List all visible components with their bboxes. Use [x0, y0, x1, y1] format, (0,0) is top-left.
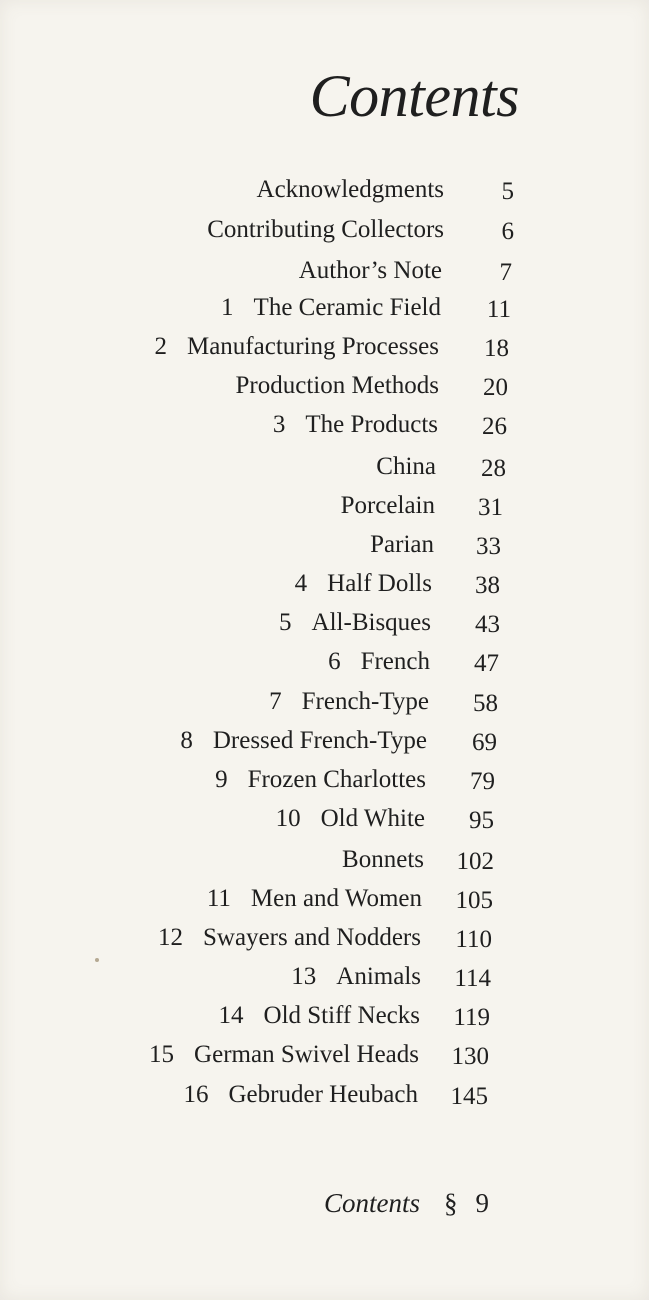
entry-label: German Swivel Heads [194, 1041, 419, 1068]
entry-label: China [376, 453, 436, 480]
chapter-number: 8 [180, 727, 193, 754]
page-number: 20 [483, 374, 508, 401]
chapter-number: 14 [218, 1002, 244, 1029]
chapter-number: 3 [272, 411, 286, 438]
entry-label: Old White [320, 805, 425, 832]
entry-label: Dressed French-Type [212, 727, 427, 754]
toc-entry-title [273, 407, 438, 443]
toc-entry [0, 684, 649, 720]
entry-label: Parian [370, 531, 434, 558]
page-number: 47 [474, 650, 499, 677]
chapter-number: 7 [269, 688, 282, 715]
toc-entry-title [342, 842, 424, 878]
toc-entry [0, 368, 649, 404]
toc-entry [0, 290, 649, 326]
folio: 9 [475, 1188, 489, 1218]
toc-entry [0, 881, 649, 917]
chapter-number: 9 [215, 766, 228, 793]
toc-entry-title [328, 644, 430, 680]
entry-label: Animals [336, 963, 421, 990]
chapter-number: 10 [275, 805, 301, 832]
toc-entry [0, 920, 649, 956]
toc-entry [0, 566, 649, 602]
page-number: 38 [475, 572, 500, 599]
toc-entry-title [291, 959, 421, 995]
toc-entry [0, 801, 649, 837]
page-number: 58 [473, 690, 498, 717]
page-number: 105 [455, 887, 493, 914]
toc-entry [0, 407, 649, 443]
toc-entry [0, 998, 649, 1034]
footer-label: Contents [323, 1188, 420, 1218]
toc-entry-title [341, 488, 435, 524]
toc-entry-title [221, 290, 441, 326]
toc-entry [0, 842, 649, 878]
toc-entry-title [269, 684, 429, 720]
toc-entry-title [207, 881, 422, 917]
entry-label: All-Bisques [311, 609, 431, 636]
toc-entry-title [257, 172, 444, 208]
toc-entry-title [295, 566, 432, 602]
entry-label: Half Dolls [327, 570, 432, 597]
paper-speck [95, 958, 99, 962]
toc-entry [0, 212, 649, 248]
toc-entry-title [215, 762, 426, 798]
page-number: 102 [456, 848, 494, 875]
page-number: 145 [450, 1083, 488, 1110]
page-number: 18 [484, 335, 509, 362]
page-number: 11 [486, 296, 511, 323]
chapter-number: 11 [206, 885, 231, 912]
entry-label: French-Type [301, 688, 429, 715]
toc-entry-title [376, 449, 436, 485]
toc-entry [0, 723, 649, 759]
page-number: 95 [469, 807, 494, 834]
chapter-number: 12 [157, 924, 183, 951]
entry-label: Bonnets [342, 846, 424, 873]
toc-entry-title [184, 1077, 419, 1113]
toc-entry-title [207, 212, 444, 248]
entry-label: Men and Women [250, 885, 422, 912]
page-number: 26 [482, 413, 507, 440]
entry-label: Acknowledgments [256, 176, 444, 203]
entry-label: Porcelain [340, 492, 435, 519]
page-number: 119 [453, 1004, 490, 1031]
entry-label: Manufacturing Processes [186, 333, 439, 360]
entry-label: Swayers and Nodders [202, 924, 421, 951]
toc-entry [0, 449, 649, 485]
chapter-number: 6 [328, 648, 341, 675]
page-number: 110 [455, 926, 492, 953]
toc-entry-title [149, 1037, 419, 1073]
entry-label: The Products [305, 411, 438, 438]
entry-label: Production Methods [235, 372, 439, 399]
page-number: 69 [472, 729, 497, 756]
toc-entry-title [276, 801, 425, 837]
toc-entry-title [154, 329, 439, 365]
page-number: 7 [499, 259, 512, 286]
toc-entry-title [236, 368, 439, 404]
page-number: 130 [451, 1043, 489, 1070]
entry-label: Old Stiff Necks [263, 1002, 420, 1029]
page-number: 43 [475, 611, 500, 638]
toc-entry [0, 644, 649, 680]
toc-entry-title [158, 920, 421, 956]
toc-entry-title [219, 998, 420, 1034]
toc-entry [0, 762, 649, 798]
entry-label: Contributing Collectors [207, 216, 444, 243]
chapter-number: 16 [183, 1081, 209, 1108]
entry-label: Gebruder Heubach [228, 1081, 418, 1108]
toc-entry [0, 172, 649, 208]
toc-entry-title [180, 723, 427, 759]
running-footer [324, 1190, 489, 1217]
page-number: 5 [501, 178, 514, 205]
chapter-number: 4 [294, 570, 308, 597]
entry-label: The Ceramic Field [253, 294, 441, 321]
entry-label: Author’s Note [298, 257, 442, 284]
toc-entry [0, 1037, 649, 1073]
toc-entry-title [370, 527, 434, 563]
page-number: 33 [476, 533, 501, 560]
toc-entry [0, 253, 649, 289]
entry-label: Frozen Charlottes [247, 766, 426, 793]
section-symbol: § [444, 1188, 458, 1218]
chapter-number: 1 [221, 294, 234, 321]
toc-entry [0, 488, 649, 524]
page-title: Contents [309, 63, 519, 129]
chapter-number: 2 [154, 333, 167, 360]
toc-entry [0, 329, 649, 365]
page-number: 114 [454, 965, 491, 992]
chapter-number: 13 [291, 963, 317, 990]
chapter-number: 15 [149, 1041, 175, 1068]
toc-entry [0, 605, 649, 641]
toc-entry-title [299, 253, 442, 289]
toc-entry [0, 1077, 649, 1113]
toc-entry-title [279, 605, 431, 641]
page-number: 28 [481, 455, 506, 482]
page-number: 6 [501, 218, 514, 245]
toc-entry [0, 527, 649, 563]
page-number: 79 [470, 768, 495, 795]
page-number: 31 [478, 494, 503, 521]
chapter-number: 5 [279, 609, 292, 636]
toc-entry [0, 959, 649, 995]
entry-label: French [360, 648, 430, 675]
